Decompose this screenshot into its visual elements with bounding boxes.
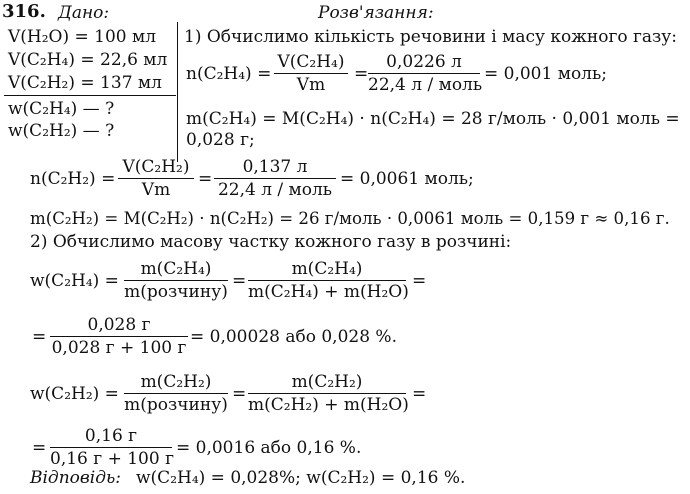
w-c2h4-calc-num: 0,028 г [87,315,151,335]
n-c2h4-f1-num: V(C₂H₄) [277,52,345,72]
n-c2h4-fraction-1 [274,52,348,95]
m-c2h2-line: m(C₂H₂) = M(C₂H₂) · n(C₂H₂) = 26 г/моль · 0,0061 моль = 0,159 г ≈ 0,16 г. [30,209,670,228]
n-c2h4-f2-den: 22,4 л / моль [368,75,483,95]
n-c2h2-f1-num: V(C₂H₂) [122,157,190,177]
w-c2h2-fraction-2 [248,372,409,415]
m-c2h4-line2: 0,028 г; [186,130,255,150]
w-c2h2-result: = 0,0016 або 0,16 %. [176,438,362,458]
w-c2h2-fraction-1 [124,372,228,415]
w-c2h2-f2-num: m(C₂H₂) [291,372,363,392]
n-c2h2-lhs: n(C₂H₂) = [30,169,116,189]
w-c2h2-f2-den: m(C₂H₂) + m(H₂O) [248,395,409,415]
n-c2h4-fraction-2 [368,52,483,95]
n-c2h2-result: = 0,0061 моль; [340,169,474,189]
w-c2h2-lhs: w(C₂H₂) = [30,384,119,404]
w-c2h2-calc-fraction [50,426,172,469]
w-c2h4-result: = 0,00028 або 0,028 %. [190,327,397,347]
step2-title: 2) Обчислимо масову частку кожного газу в розчині: [30,232,512,252]
n-c2h4-result: = 0,001 моль; [484,64,607,84]
w-c2h2-calc-num: 0,16 г [84,426,138,446]
w-c2h4-lhs: w(C₂H₄) = [30,271,119,291]
answer-text: w(C₂H₄) = 0,028%; w(C₂H₂) = 0,16 %. [136,468,466,488]
w-c2h4-f1-num: m(C₂H₄) [140,259,212,279]
given-v-c2h2: V(C₂H₂) = 137 мл [8,73,162,93]
w-c2h4-fraction-1 [124,259,228,302]
w-c2h4-calc-fraction [50,315,188,358]
problem-number: 316. [2,1,46,22]
w-c2h2-f1-den: m(розчину) [124,395,228,415]
given-separator [177,22,178,162]
w-c2h4-fraction-2 [248,259,409,302]
w-c2h2-f1-num: m(C₂H₂) [140,372,212,392]
w-c2h2-calc-den: 0,16 г + 100 г [50,449,174,469]
n-c2h4-f1-den: Vm [296,75,326,95]
given-w-c2h4: w(C₂H₄) — ? [8,99,115,119]
n-c2h2-f2-den: 22,4 л / моль [217,180,333,200]
step1-title: 1) Обчислимо кількість речовини і масу кожного газу: [184,27,678,47]
n-c2h2-fraction-1 [118,157,194,200]
n-c2h4-lhs: n(C₂H₄) = [186,64,272,84]
w-c2h4-f2-den: m(C₂H₄) + m(H₂O) [248,282,409,302]
n-c2h2-f2-num: 0,137 л [242,157,308,177]
n-c2h2-fraction-2 [214,157,336,200]
w-c2h4-f2-num: m(C₂H₄) [291,259,363,279]
given-v-c2h4: V(C₂H₄) = 22,6 мл [8,50,168,70]
given-divider [4,95,176,96]
n-c2h2-f1-den: Vm [141,180,171,200]
w-c2h4-calc-den: 0,028 г + 100 г [51,338,187,358]
solution-label: Розв'язання: [318,3,434,23]
given-label: Дано: [58,3,110,23]
given-w-c2h2: w(C₂H₂) — ? [8,121,115,141]
n-c2h4-f2-num: 0,0226 л [386,52,462,72]
answer-label: Відповідь: [30,468,121,488]
w-c2h4-f1-den: m(розчину) [124,282,228,302]
given-v-water: V(H₂O) = 100 мл [8,27,157,47]
m-c2h4-line1: m(C₂H₄) = M(C₂H₄) · n(C₂H₄) = 28 г/моль · 0,001 моль = [186,109,680,129]
